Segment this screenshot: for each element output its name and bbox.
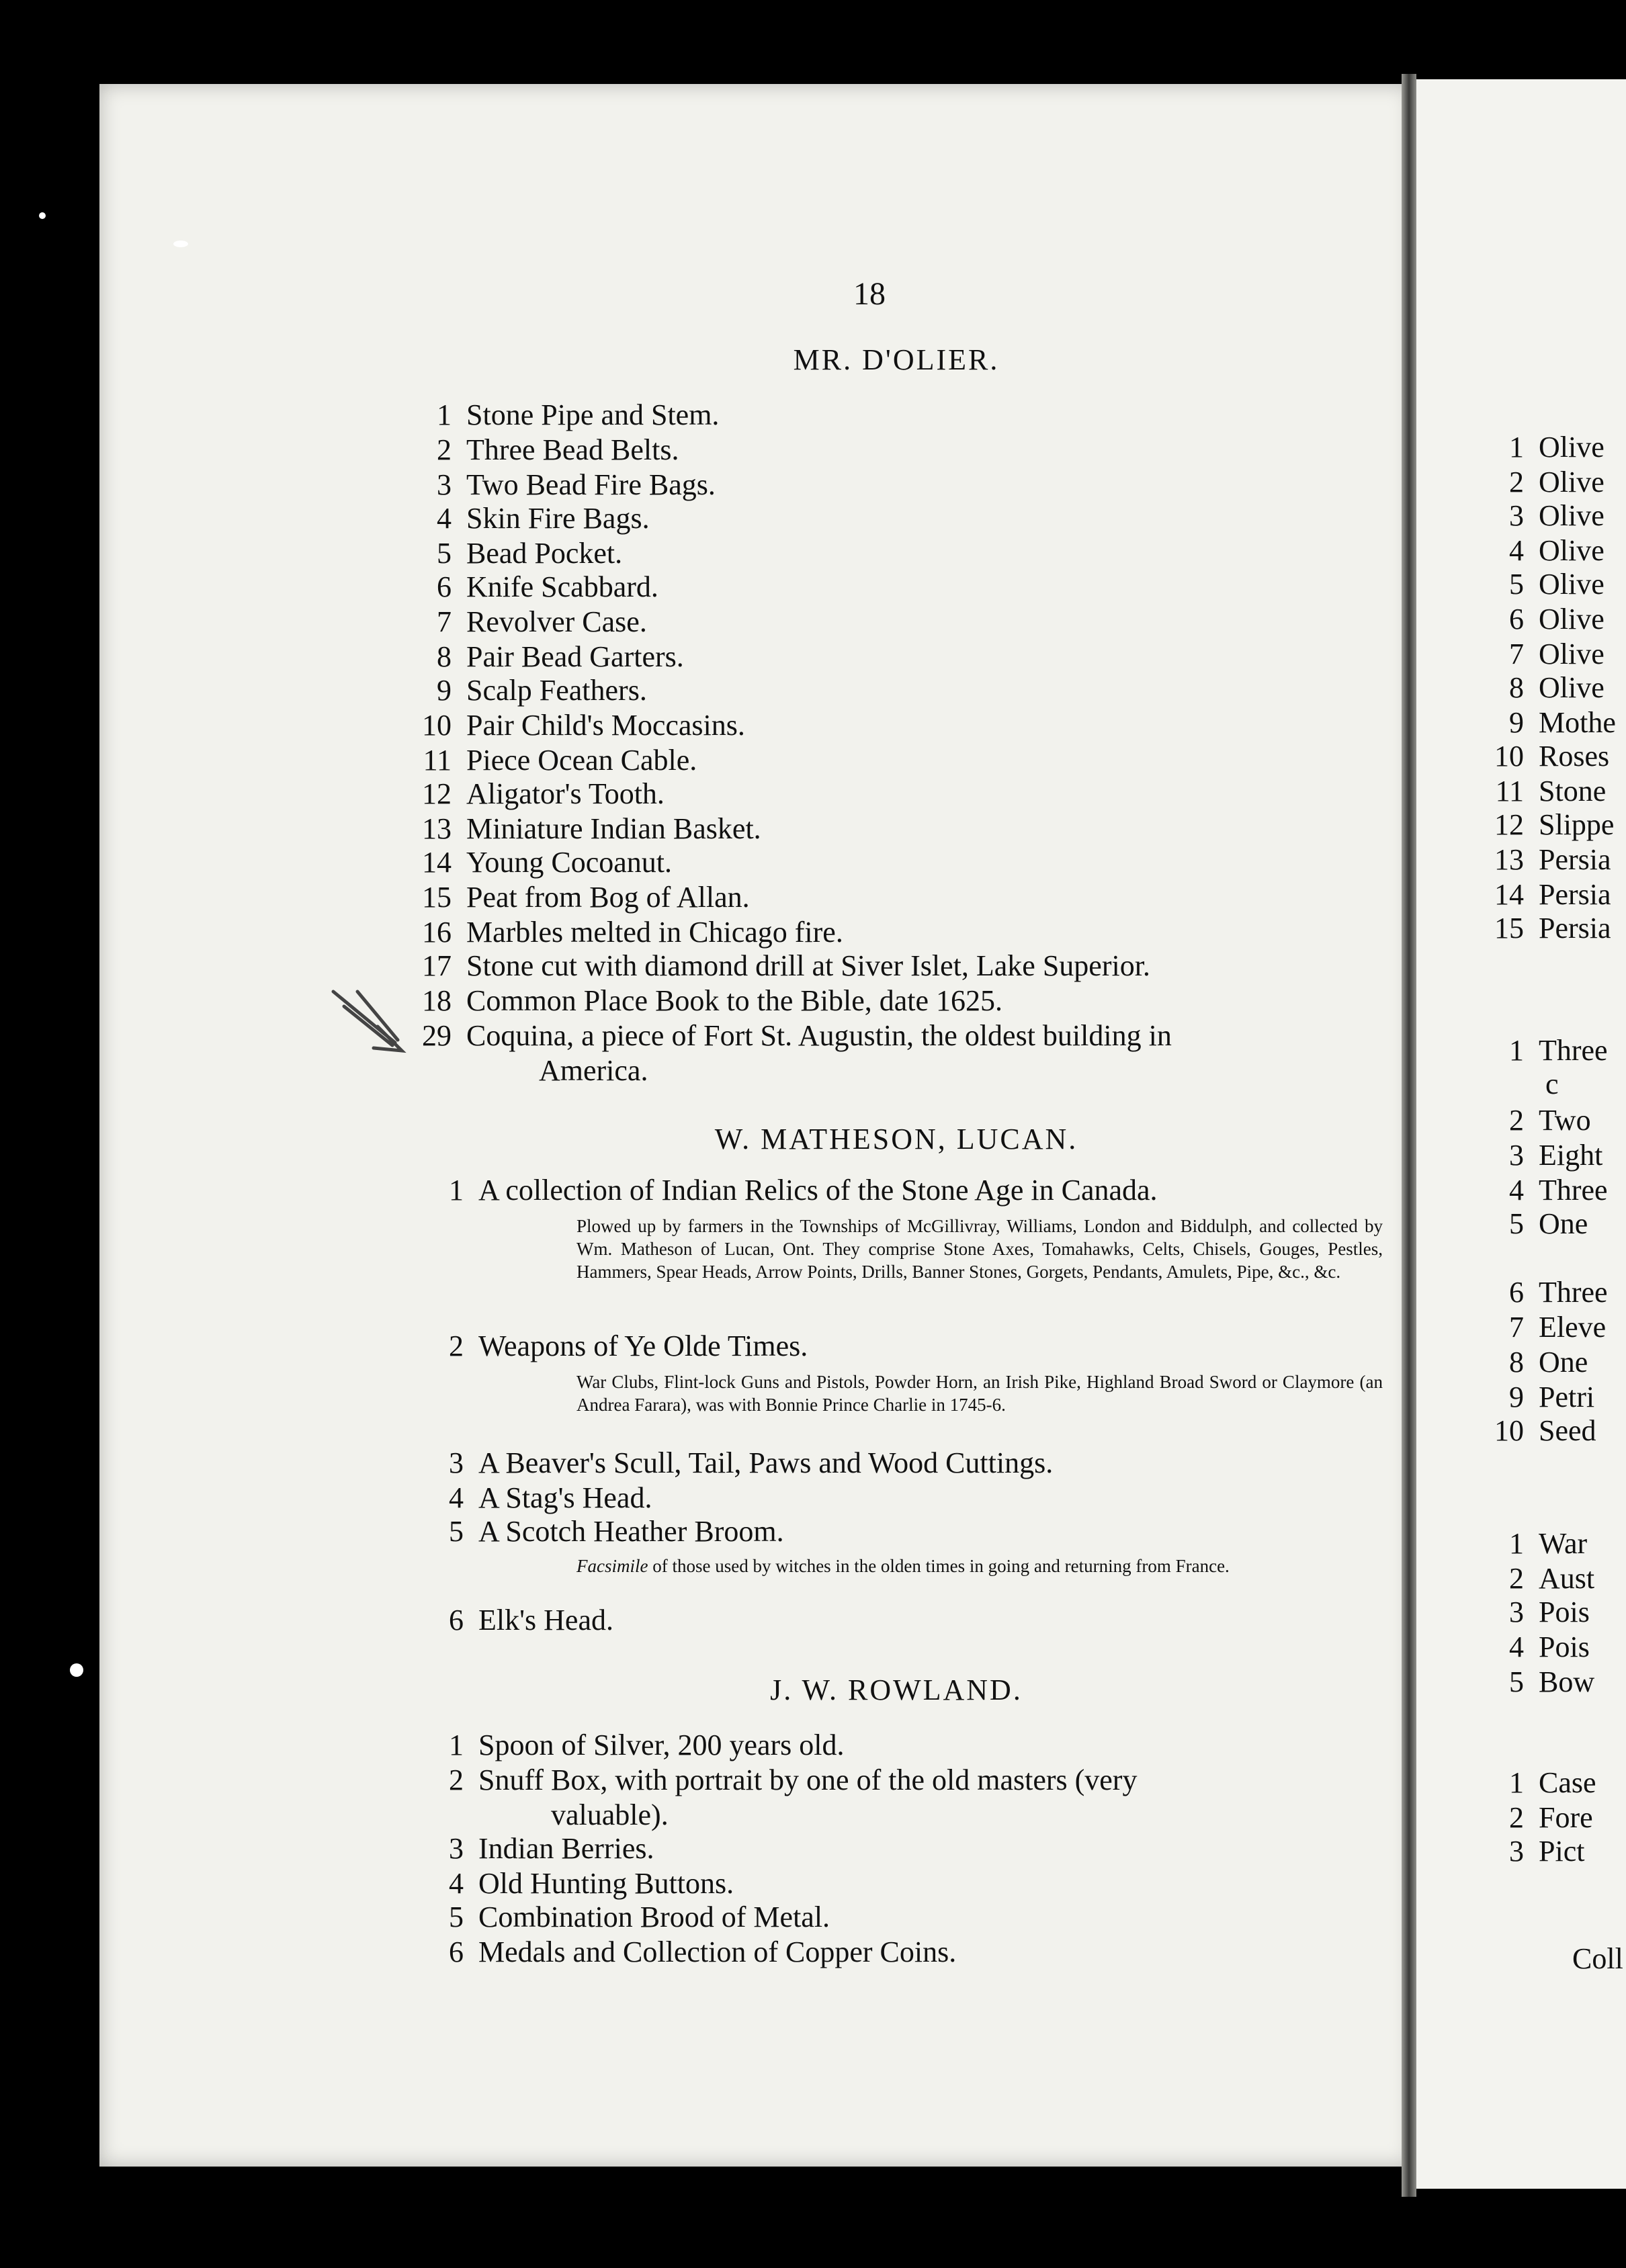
right-item-number: 15	[1494, 912, 1524, 945]
right-page-item	[1492, 465, 1604, 499]
item-number: 6	[437, 570, 452, 603]
catalog-item	[418, 433, 679, 467]
right-page-item	[1492, 1765, 1596, 1800]
item-text: Peat from Bog of Allan.	[466, 881, 750, 914]
catalog-item	[430, 1831, 654, 1866]
item-number: 3	[449, 1446, 464, 1479]
right-page-item	[1492, 911, 1611, 945]
right-item-text: Persia	[1539, 843, 1611, 876]
right-item-number: 9	[1509, 1381, 1524, 1413]
item-number: 4	[449, 1481, 464, 1514]
right-item-number: 8	[1509, 1346, 1524, 1379]
right-item-text: War	[1539, 1527, 1588, 1560]
right-item-number: 1	[1509, 1034, 1524, 1067]
hand-drawn-arrow-icon	[331, 986, 411, 1060]
right-item-text: Bow	[1539, 1665, 1595, 1698]
right-item-text: One	[1539, 1346, 1588, 1379]
catalog-item	[430, 1446, 1053, 1480]
right-item-text: One	[1539, 1207, 1588, 1240]
item-number: 17	[422, 949, 452, 982]
item-text: Marbles melted in Chicago fire.	[466, 916, 843, 949]
catalog-item	[418, 949, 1150, 983]
item-number: 9	[437, 674, 452, 707]
item-number: 5	[437, 537, 452, 570]
item-text: Knife Scabbard.	[466, 570, 658, 603]
item-number: 1	[437, 398, 452, 431]
right-item-number: 9	[1509, 706, 1524, 739]
right-item-number: 10	[1494, 740, 1524, 773]
right-item-text: Fore	[1539, 1801, 1593, 1834]
item-number: 1	[449, 1174, 464, 1207]
item-number: 4	[437, 502, 452, 535]
right-item-number: 1	[1509, 431, 1524, 464]
item-number: 6	[449, 1935, 464, 1968]
item-number: 5	[449, 1901, 464, 1933]
item-number: 5	[449, 1515, 464, 1548]
right-item-text: c	[1545, 1067, 1559, 1100]
scan-speck	[173, 241, 188, 247]
item-text: Medals and Collection of Copper Coins.	[478, 1935, 957, 1968]
catalog-item	[430, 1329, 808, 1363]
catalog-item	[430, 1481, 652, 1515]
catalog-item	[418, 640, 684, 674]
right-item-number: 2	[1509, 1801, 1524, 1834]
right-item-number: 7	[1509, 638, 1524, 670]
right-item-text: Olive	[1539, 638, 1604, 670]
right-page-item	[1492, 1275, 1608, 1309]
section-heading: J. W. ROWLAND.	[770, 1673, 1023, 1706]
item-text: Coquina, a piece of Fort St. Augustin, the oldest building in	[466, 1019, 1172, 1052]
section-heading: W. MATHESON, LUCAN.	[714, 1123, 1078, 1155]
right-item-number: 4	[1509, 1630, 1524, 1663]
item-text: Bead Pocket.	[466, 537, 623, 570]
catalog-item	[430, 1935, 956, 1969]
right-page-item	[1492, 602, 1604, 636]
right-page-item	[1492, 1310, 1606, 1344]
right-item-text: Aust	[1539, 1562, 1595, 1595]
item-description-text: Plowed up by farmers in the Townships of McGillivray, Williams, London and Biddulph, and collected by Wm. Matheson of Lucan, Ont. They comprise Stone Axes, Tomahawks, Celts, Chisels, Gouges, Pestles, Hammers, Spear Heads, Arrow Points, Drills, Banner Stones, Gorgets, Pendants, Amulets, Pipe, &c., &c.	[576, 1216, 1383, 1282]
right-item-number: 13	[1494, 843, 1524, 876]
item-text: A collection of Indian Relics of the Stone Age in Canada.	[478, 1174, 1158, 1207]
catalog-item	[418, 708, 745, 742]
right-page-item	[1492, 1345, 1588, 1379]
right-item-text: Persia	[1539, 878, 1611, 911]
item-continuation: valuable).	[551, 1798, 669, 1831]
right-item-text: Olive	[1539, 466, 1604, 498]
right-item-number: 2	[1509, 1104, 1524, 1137]
item-number: 16	[422, 916, 452, 949]
item-number: 15	[422, 881, 452, 914]
right-item-number: 12	[1494, 808, 1524, 841]
catalog-item	[418, 880, 750, 914]
right-item-text: Coll	[1572, 1942, 1623, 1975]
right-page-item	[1572, 1942, 1623, 1976]
right-page-item	[1492, 637, 1604, 671]
right-item-number: 1	[1509, 1766, 1524, 1799]
item-text: Miniature Indian Basket.	[466, 812, 761, 845]
item-text: Indian Berries.	[478, 1832, 654, 1865]
right-item-number: 7	[1509, 1311, 1524, 1344]
right-item-number: 3	[1509, 1139, 1524, 1172]
item-text: A Scotch Heather Broom.	[478, 1515, 784, 1548]
catalog-item	[418, 743, 697, 777]
item-number: 8	[437, 640, 452, 673]
right-page-item	[1492, 808, 1614, 842]
item-number: 18	[422, 984, 452, 1017]
item-number: 12	[422, 777, 452, 810]
right-page-item	[1492, 567, 1604, 601]
item-number: 2	[449, 1329, 464, 1362]
catalog-item	[418, 845, 672, 879]
right-item-number: 3	[1509, 499, 1524, 532]
right-page-item	[1492, 739, 1609, 773]
catalog-item	[418, 570, 658, 604]
item-number: 2	[437, 433, 452, 466]
right-item-text: Olive	[1539, 671, 1604, 704]
item-number: 1	[449, 1729, 464, 1761]
item-text: Stone Pipe and Stem.	[466, 398, 720, 431]
catalog-item	[418, 468, 716, 502]
catalog-item	[418, 673, 647, 707]
item-number: 3	[437, 468, 452, 501]
item-text: Pair Child's Moccasins.	[466, 709, 745, 742]
right-item-text: Three	[1539, 1276, 1608, 1309]
catalog-item	[430, 1514, 784, 1549]
item-description	[576, 1555, 1383, 1577]
catalog-item	[418, 984, 1002, 1018]
right-item-text: Mothe	[1539, 706, 1616, 739]
right-item-number: 11	[1495, 775, 1524, 808]
right-page-item	[1545, 1067, 1559, 1101]
right-page-item	[1492, 533, 1604, 568]
right-item-text: Three	[1539, 1174, 1608, 1207]
item-number: 2	[449, 1763, 464, 1796]
item-text: Elk's Head.	[478, 1604, 613, 1637]
right-item-number: 6	[1509, 1276, 1524, 1309]
item-text: Old Hunting Buttons.	[478, 1867, 734, 1900]
item-text: Spoon of Silver, 200 years old.	[478, 1729, 845, 1761]
right-item-number: 4	[1509, 1174, 1524, 1207]
item-description	[576, 1215, 1383, 1283]
item-text: Common Place Book to the Bible, date 1625.	[466, 984, 1003, 1017]
right-page-item	[1492, 1800, 1593, 1835]
right-page-item	[1492, 498, 1604, 533]
item-number: 29	[422, 1019, 452, 1052]
right-item-text: Olive	[1539, 499, 1604, 532]
right-page-item	[1492, 430, 1604, 464]
item-description-text: of those used by witches in the olden times in going and returning from France.	[648, 1556, 1230, 1576]
right-page-item	[1492, 1033, 1608, 1067]
right-page-item	[1492, 1207, 1588, 1241]
catalog-item	[418, 501, 650, 535]
item-number: 7	[437, 605, 452, 638]
item-text: Two Bead Fire Bags.	[466, 468, 716, 501]
right-page-item	[1492, 1561, 1594, 1596]
catalog-item	[430, 1173, 1158, 1207]
item-number: 14	[422, 846, 452, 879]
right-item-text: Two	[1539, 1104, 1591, 1137]
right-item-text: Olive	[1539, 431, 1604, 464]
right-page-item	[1492, 842, 1611, 877]
item-number: 11	[423, 744, 452, 777]
catalog-item	[418, 398, 719, 432]
right-item-text: Seed	[1539, 1414, 1596, 1447]
right-item-number: 5	[1509, 1665, 1524, 1698]
item-text: A Stag's Head.	[478, 1481, 652, 1514]
right-item-text: Olive	[1539, 534, 1604, 567]
right-item-text: Pois	[1539, 1596, 1590, 1628]
item-text: Piece Ocean Cable.	[466, 744, 697, 777]
item-description-text: War Clubs, Flint-lock Guns and Pistols, Powder Horn, an Irish Pike, Highland Broad Sword or Claymore (an Andrea Farara), was with Bonnie Prince Charlie in 1745-6.	[576, 1372, 1383, 1415]
item-text: Skin Fire Bags.	[466, 502, 650, 535]
item-number: 4	[449, 1867, 464, 1900]
right-page-item	[1492, 1103, 1591, 1137]
right-item-text: Persia	[1539, 912, 1611, 945]
right-item-number: 5	[1509, 568, 1524, 601]
item-text: Scalp Feathers.	[466, 674, 647, 707]
right-item-text: Eight	[1539, 1139, 1603, 1172]
right-item-text: Three	[1539, 1034, 1608, 1067]
scan-speck	[39, 212, 46, 219]
item-text: Pair Bead Garters.	[466, 640, 684, 673]
right-item-number: 10	[1494, 1414, 1524, 1447]
item-text: Young Cocoanut.	[466, 846, 673, 879]
catalog-item	[430, 1603, 613, 1637]
right-item-text: Eleve	[1539, 1311, 1607, 1344]
item-text: A Beaver's Scull, Tail, Paws and Wood Cuttings.	[478, 1446, 1054, 1479]
item-text: Combination Brood of Metal.	[478, 1901, 830, 1933]
right-page-item	[1492, 1413, 1596, 1448]
scan-speck	[70, 1663, 83, 1677]
right-item-number: 1	[1509, 1527, 1524, 1560]
right-item-text: Slippe	[1539, 808, 1615, 841]
catalog-item	[418, 605, 647, 639]
item-text: Weapons of Ye Olde Times.	[478, 1329, 808, 1362]
item-text: Stone cut with diamond drill at Siver Islet, Lake Superior.	[466, 949, 1150, 982]
right-item-number: 3	[1509, 1596, 1524, 1628]
catalog-item	[418, 777, 665, 811]
right-page-item	[1492, 1173, 1608, 1207]
right-item-number: 4	[1509, 534, 1524, 567]
right-page-item	[1492, 1665, 1594, 1699]
item-continuation: America.	[539, 1054, 648, 1087]
section-heading: MR. D'OLIER.	[793, 343, 1000, 376]
right-item-number: 5	[1509, 1207, 1524, 1240]
right-item-text: Olive	[1539, 568, 1604, 601]
catalog-item	[418, 812, 761, 846]
right-page-item	[1492, 877, 1611, 912]
item-text: Three Bead Belts.	[466, 433, 679, 466]
right-item-number: 14	[1494, 878, 1524, 911]
item-text: Aligator's Tooth.	[466, 777, 665, 810]
right-item-text: Stone	[1539, 775, 1607, 808]
right-item-number: 2	[1509, 466, 1524, 498]
item-description	[576, 1370, 1383, 1416]
page-number: 18	[853, 276, 886, 312]
catalog-item	[430, 1900, 830, 1934]
catalog-item	[430, 1866, 734, 1901]
item-number: 13	[422, 812, 452, 845]
item-number: 6	[449, 1604, 464, 1637]
right-item-text: Pict	[1539, 1835, 1585, 1868]
item-description-emphasis: Facsimile	[576, 1556, 648, 1576]
right-page-item	[1492, 705, 1616, 740]
item-text: Snuff Box, with portrait by one of the old masters (very	[478, 1763, 1138, 1796]
book-gutter	[1402, 74, 1416, 2197]
right-item-text: Case	[1539, 1766, 1596, 1799]
catalog-item	[418, 915, 843, 949]
right-item-number: 3	[1509, 1835, 1524, 1868]
right-page-item	[1492, 670, 1604, 705]
item-number: 3	[449, 1832, 464, 1865]
item-text: Revolver Case.	[466, 605, 647, 638]
catalog-item	[430, 1763, 1137, 1797]
right-item-number: 2	[1509, 1562, 1524, 1595]
catalog-item	[418, 1018, 1172, 1053]
right-page-item	[1492, 774, 1606, 808]
right-page-item	[1492, 1595, 1590, 1629]
right-item-text: Olive	[1539, 603, 1604, 636]
right-item-number: 6	[1509, 603, 1524, 636]
catalog-item	[418, 536, 622, 570]
item-number: 10	[422, 709, 452, 742]
right-item-text: Pois	[1539, 1630, 1590, 1663]
right-item-text: Petri	[1539, 1381, 1595, 1413]
right-item-text: Roses	[1539, 740, 1610, 773]
right-page-item	[1492, 1526, 1587, 1561]
catalog-item	[430, 1728, 845, 1762]
right-page-item	[1492, 1380, 1594, 1414]
right-page-item	[1492, 1138, 1602, 1172]
right-page-item	[1492, 1834, 1584, 1868]
right-item-number: 8	[1509, 671, 1524, 704]
right-page-item	[1492, 1630, 1590, 1664]
